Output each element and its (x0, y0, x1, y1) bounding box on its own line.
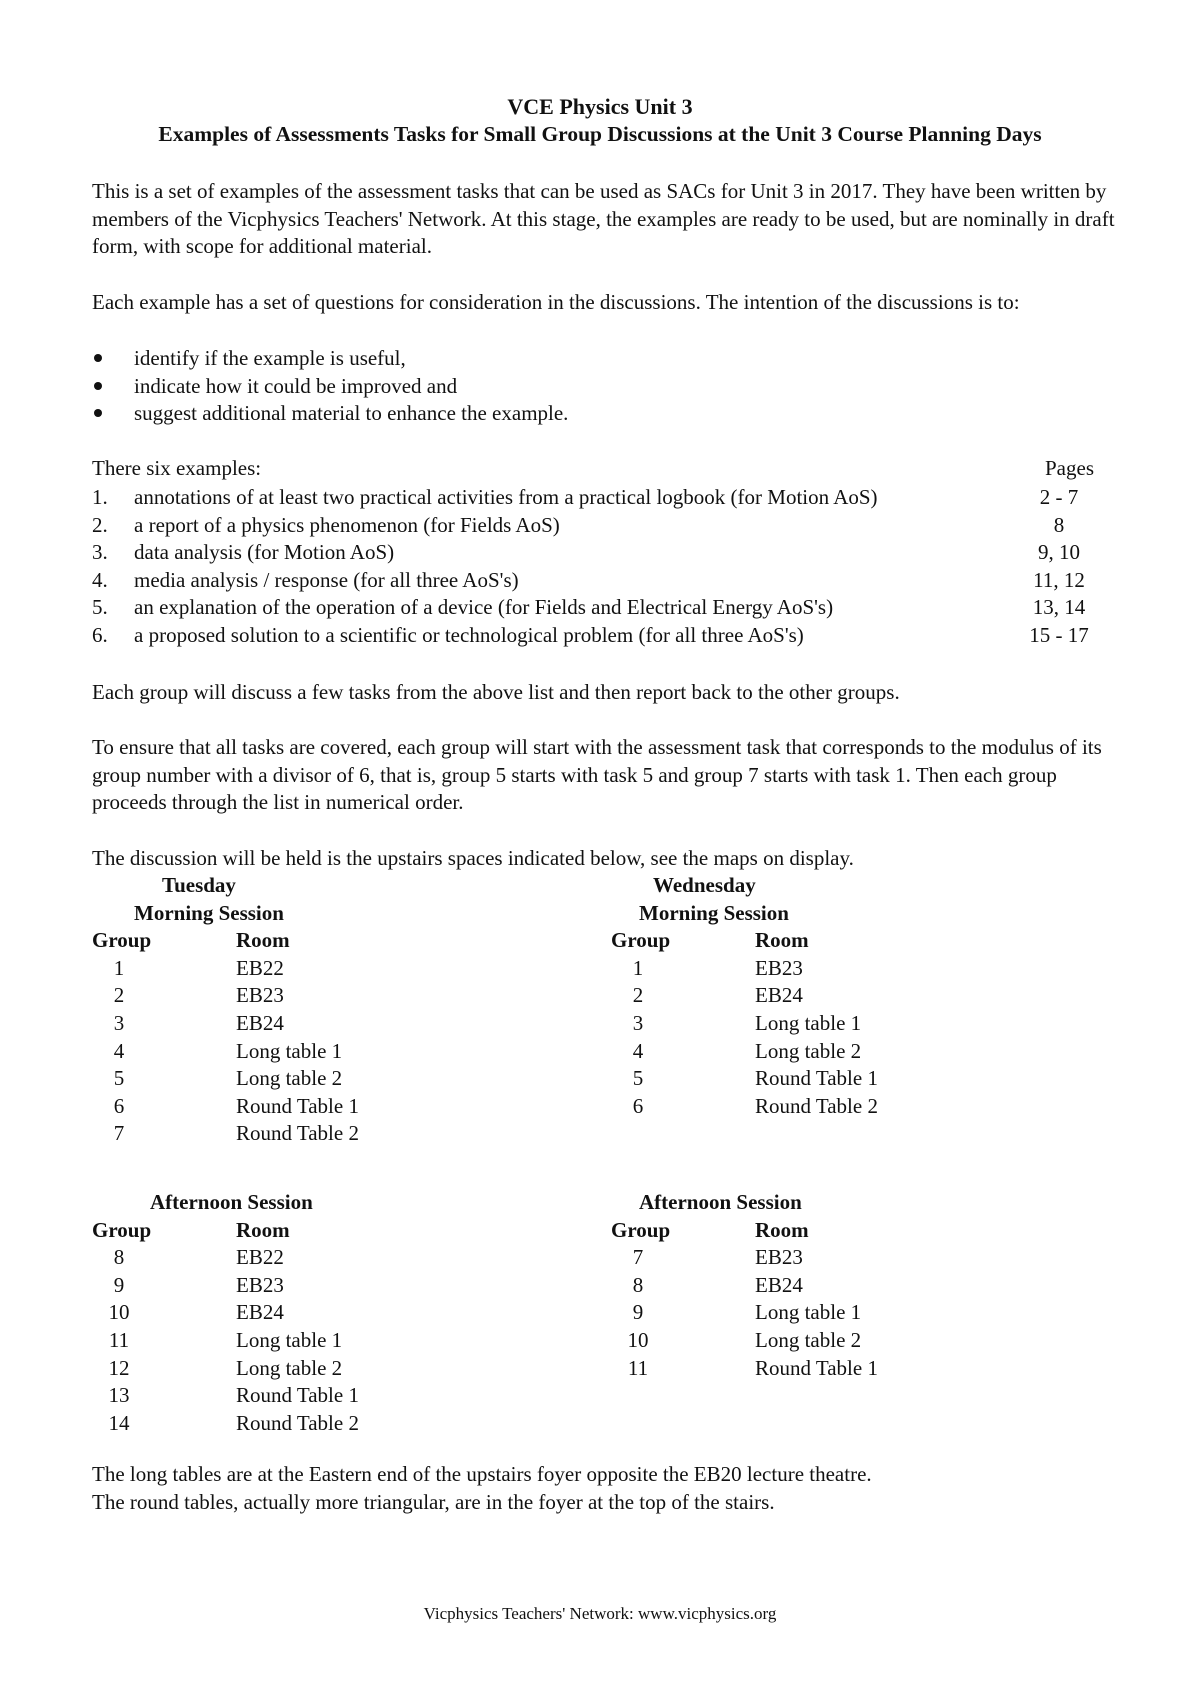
document-page: VCE Physics Unit 3 Examples of Assessments Tasks for Small Group Discussions at the Unit 3 Course Planning Days This is a set of examples of the assessment tasks that can be used as SACs for Unit 3 in 2017. They have been written by members of the Vicphysics Teachers' Network. At this stage, the examples are ready to be used, but are nominally in draft form, with scope for additional material. Each example has a set of questions for consideration in the discussions. The intention of the discussions is to: identify if the example is useful, indicate how it could be improved and suggest additional material to enhance the example. There six examples: Pages 1. annotations of at least two practical activities from a practical logbook (for Motion AoS) 2 - 7 2. a report of a physics phenomenon (for Fields AoS) 8 3. data analysis (for Motion AoS) 9, 10 4. media analysis / response (for all three AoS's) 11, 12 5. an explanation of the operation of a device (for Fields and Electrical Energy AoS's) 13, 14 6. a proposed solution to a scientific or technological problem (for all three AoS's) 15 - 17 Each group will discuss a few tasks from the above list and then report back to the other groups. To ensure that all tasks are covered, each group will start with the assessment task that corresponds to the modulus of its group number with a divisor of 6, that is, group 5 starts with task 5 and group 7 starts with task 1. Then each group proceeds through the list in numerical order. The discussion will be held is the upstairs spaces indicated below, see the maps on display. Tuesday Morning Session Group Room 1 EB22 2 EB23 3 EB24 4 Long table 1 5 Long table 2 6 Round Table 1 7 Round Table 2 Afternoon Session Group Room 8 EB22 9 EB23 10 EB24 11 Long table 1 12 Long table 2 13 Round Table 1 14 Round Table 2 Wednesday Morning Session Group Room 1 EB23 2 EB24 3 Long table 1 4 Long table 2 5 Round Table 1 6 Round Table 2 Afternoon Session Group Room 7 EB23 8 EB24 9 Long table 1 10 Long table 2 11 Round Table 1 The long tables are at the Eastern end of the upstairs foyer opposite the EB20 lecture theatre. The round tables, actually more triangular, are in the foyer at the top of the stairs. Vicphysics Teachers' Network: www.vicphysics.org (0, 0, 1200, 1698)
column-header-group: Group (611, 928, 671, 953)
page-title: VCE Physics Unit 3 (507, 94, 693, 119)
intent-bullet-list (92, 345, 568, 428)
example-item: 5. an explanation of the operation of a device (for Fields and Electrical Energy AoS's) 13, 14 (92, 595, 1086, 620)
location-notes (92, 1461, 1122, 1516)
column-header-group: Group (611, 1217, 671, 1242)
bullet-icon (94, 354, 102, 362)
bullet-item: indicate how it could be improved and (92, 373, 568, 401)
session-heading-morning: Morning Session (134, 900, 284, 925)
long-tables-note: The long tables are at the Eastern end of the upstairs foyer opposite the EB20 lecture theatre. (92, 1462, 872, 1486)
day-heading-wednesday: Wednesday (653, 873, 756, 897)
column-header-room: Room (755, 928, 809, 953)
examples-heading: There six examples: (92, 456, 262, 480)
example-item: 1. annotations of at least two practical activities from a practical logbook (for Motion AoS) 2 - 7 (92, 485, 1079, 509)
session-heading-afternoon: Afternoon Session (639, 1190, 802, 1214)
column-header-room: Room (236, 1217, 290, 1242)
discussion-location-paragraph: The discussion will be held is the upstairs spaces indicated below, see the maps on display. (92, 846, 854, 870)
pages-heading: Pages (1045, 456, 1094, 480)
day-heading-tuesday: Tuesday (162, 873, 236, 897)
session-heading-morning: Morning Session (639, 900, 789, 925)
bullet-item: suggest additional material to enhance the example. (92, 400, 568, 428)
example-item: 3. data analysis (for Motion AoS) 9, 10 (92, 540, 1080, 565)
examples-heading-row (92, 456, 1094, 481)
example-item: 2. a report of a physics phenomenon (for Fields AoS) 8 (92, 512, 1065, 537)
bullet-item: identify if the example is useful, (92, 345, 568, 373)
group-discussion-paragraph: Each group will discuss a few tasks from the above list and then report back to the other groups. (92, 680, 900, 704)
examples-list (92, 484, 1104, 650)
session-heading-afternoon: Afternoon Session (150, 1190, 313, 1214)
page-footer: Vicphysics Teachers' Network: www.vicphysics.org (423, 1604, 777, 1623)
column-header-room: Room (755, 1217, 809, 1242)
discussion-intent-paragraph: Each example has a set of questions for consideration in the discussions. The intention of the discussions is to: (92, 290, 1020, 314)
column-header-group: Group (92, 928, 152, 953)
column-header-group: Group (92, 1217, 152, 1242)
page-subtitle: Examples of Assessments Tasks for Small Group Discussions at the Unit 3 Course Planning Days (158, 122, 1042, 146)
task-order-paragraph: To ensure that all tasks are covered, each group will start with the assessment task that corresponds to the modulus of its group number with a divisor of 6, that is, group 5 starts with task 5 and group 7 starts with task 1. Then each group proceeds through the list in numerical order. (92, 735, 1102, 815)
bullet-icon (94, 409, 102, 417)
bullet-icon (94, 382, 102, 390)
intro-paragraph: This is a set of examples of the assessment tasks that can be used as SACs for Unit 3 in 2017. They have been written by members of the Vicphysics Teachers' Network. At this stage, the examples are ready to be used, but are nominally in draft form, with scope for additional material. (92, 179, 1115, 259)
example-item: 4. media analysis / response (for all three AoS's) 11, 12 (92, 567, 1085, 592)
example-item: 6. a proposed solution to a scientific or technological problem (for all three AoS's) 15 - 17 (92, 622, 1089, 647)
column-header-room: Room (236, 928, 290, 953)
round-tables-note: The round tables, actually more triangular, are in the foyer at the top of the stairs. (92, 1489, 775, 1514)
